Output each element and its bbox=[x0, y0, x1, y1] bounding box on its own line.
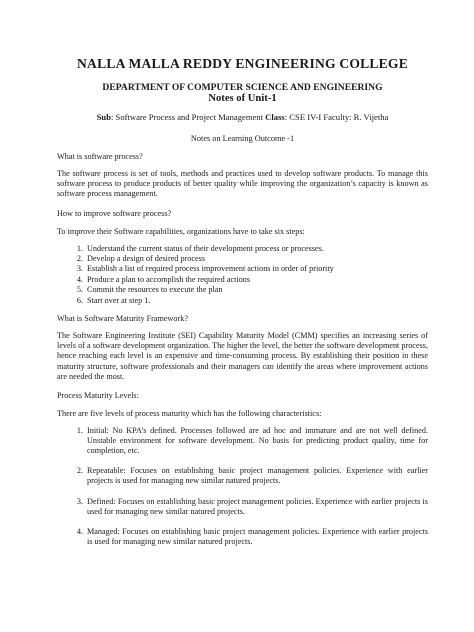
answer-software-process: The software process is set of tools, methods and practices used to develop software products. To manage this software process to produce products of better quality while improving the organization’s capacity is known as software process management. bbox=[57, 169, 428, 199]
answer-maturity-framework: The Software Engineering Institute (SEI) Capability Maturity Model (CMM) specifies an increasing series of levels of a software development organization. The higher the level, the better the software development process, hence reaching each level is an expensive and time-consuming process. By establishing their position in these maturity structure, software professionals and their managers can identify the areas where improvement actions are needed the most. bbox=[57, 331, 428, 381]
maturity-levels-intro: There are five levels of process maturity which has the following characteristics: bbox=[57, 409, 322, 419]
answer-improve-process: To improve their Software capabilities, organizations have to take six steps: bbox=[57, 226, 305, 236]
sub-value: : Software Process and Project Management bbox=[111, 112, 266, 122]
list-item: 2. Repeatable: Focuses on establishing basic project management policies. Experience with earlier projects is used for managing new similar natured projects. bbox=[85, 466, 428, 486]
list-item: 2. Develop a design of desired process bbox=[85, 254, 428, 264]
sub-label: Sub bbox=[96, 112, 111, 122]
list-item: 4. Produce a plan to accomplish the required actions bbox=[85, 275, 428, 285]
list-item: 5. Commit the resources to execute the plan bbox=[85, 285, 428, 295]
maturity-levels-list bbox=[57, 426, 428, 547]
improvement-steps-list bbox=[57, 244, 428, 306]
question-maturity-framework: What is Software Maturity Framework? bbox=[57, 314, 188, 324]
class-label: Class bbox=[265, 112, 285, 122]
question-software-process: What is software process? bbox=[57, 152, 143, 161]
list-item: 1. Understand the current status of their development process or processes. bbox=[85, 244, 428, 254]
list-item: 3. Establish a list of required process improvement actions in order of priority bbox=[85, 264, 428, 274]
list-item: 4. Managed: Focuses on establishing basic project management policies. Experience with earlier projects is used for managing new similar natured projects. bbox=[85, 527, 428, 547]
class-value: : CSE IV-I Faculty: R. Vijetha bbox=[284, 112, 389, 122]
heading-maturity-levels: Process Maturity Levels: bbox=[57, 391, 139, 401]
question-improve-process: How to improve software process? bbox=[57, 208, 172, 218]
department-title: DEPARTMENT OF COMPUTER SCIENCE AND ENGINEERING bbox=[102, 82, 383, 93]
subject-line bbox=[57, 112, 428, 122]
notes-title: Notes of Unit-1 bbox=[208, 93, 277, 104]
outcome-title: Notes on Learning Outcome -1 bbox=[190, 134, 295, 143]
college-title: NALLA MALLA REDDY ENGINEERING COLLEGE bbox=[77, 56, 408, 71]
list-item: 1. Initial: No KPA’s defined. Processes followed are ad hoc and immature and are not well defined. Unstable environment for software development. No basis for predicting product quality, time for completion, etc. bbox=[85, 426, 428, 456]
list-item: 3. Defined: Focuses on establishing basic project management policies. Experience with earlier projects is used for managing new similar natured projects. bbox=[85, 497, 428, 517]
list-item: 6. Start over at step 1. bbox=[85, 296, 428, 306]
